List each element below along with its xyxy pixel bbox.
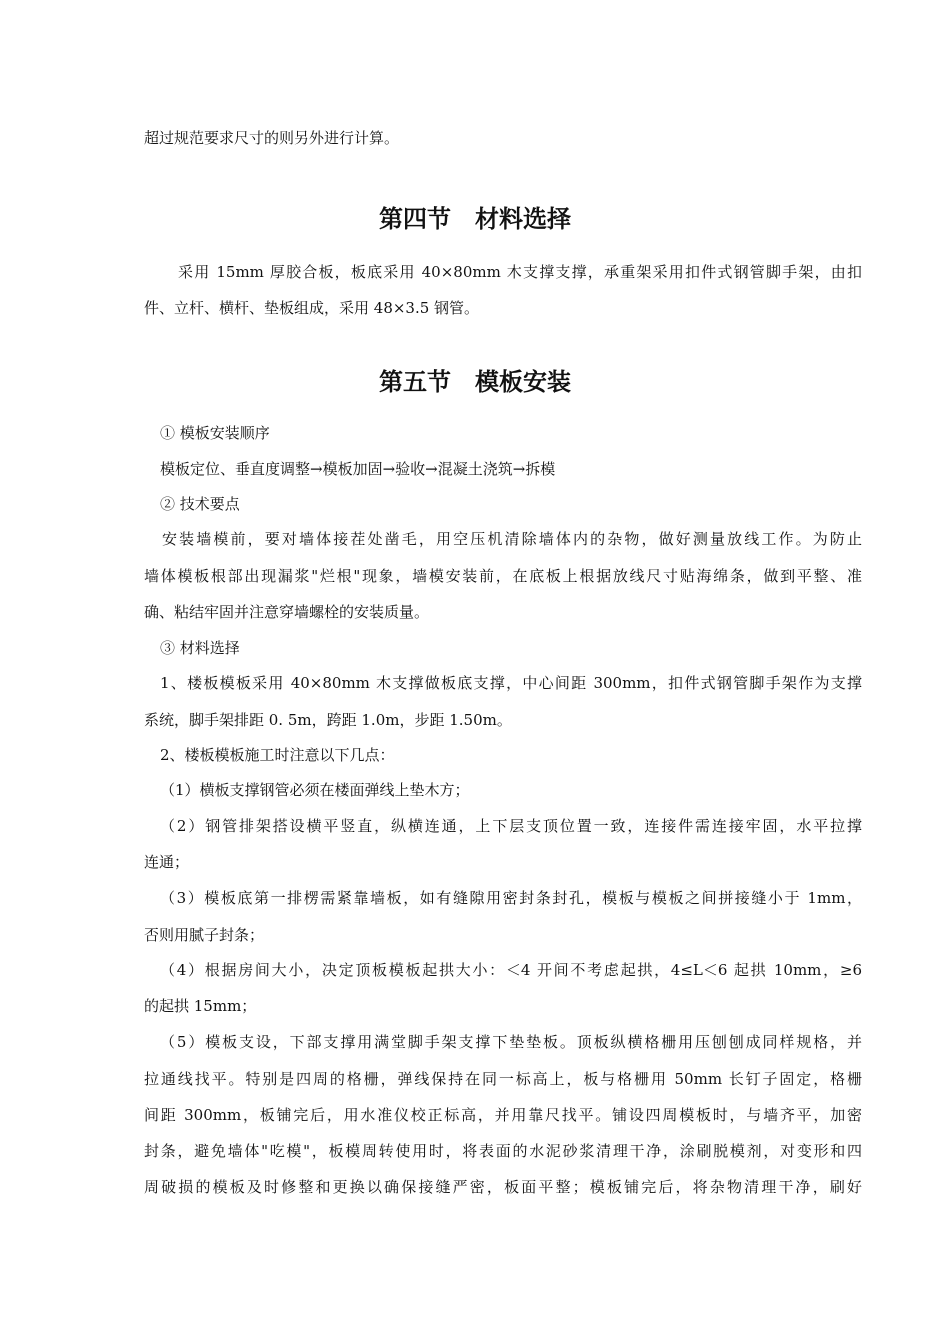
item-3-heading: ③ 材料选择 bbox=[160, 639, 240, 657]
section-4-paragraph-line-2: 件、立杆、横杆、垫板组成，采用 48×3.5 钢管。 bbox=[144, 299, 480, 317]
note-5-line-2: 拉通线找平。特别是四周的格栅，弹线保持在同一标高上，板与格栅用 50mm 长钉子固定，格栅 bbox=[144, 1070, 862, 1088]
note-5-line-3: 间距 300mm，板铺完后，用水准仪校正标高，并用靠尺找平。铺设四周模板时，与墙齐平，加密 bbox=[144, 1106, 862, 1124]
item-1-heading: ① 模板安装顺序 bbox=[160, 424, 270, 442]
item-2-line-1: 安装墙模前，要对墙体接茬处凿毛，用空压机清除墙体内的杂物，做好测量放线工作。为防止 bbox=[162, 530, 862, 548]
section-4-title: 第四节 材料选择 bbox=[379, 205, 571, 233]
section-5-title: 第五节 模板安装 bbox=[379, 368, 571, 396]
note-3-line-1: （3）模板底第一排楞需紧靠墙板，如有缝隙用密封条封孔，模板与模板之间拼接缝小于 1mm， bbox=[160, 889, 862, 907]
section-4-paragraph-line-1: 采用 15mm 厚胶合板，板底采用 40×80mm 木支撑支撑，承重架采用扣件式钢管脚手架，由扣 bbox=[178, 263, 862, 281]
note-5-line-1: （5）模板支设，下部支撑用满堂脚手架支撑下垫垫板。顶板纵横格栅用压刨刨成同样规格，并 bbox=[160, 1033, 862, 1051]
note-3-line-2: 否则用腻子封条； bbox=[144, 926, 265, 944]
item-2-line-3: 确、粘结牢固并注意穿墙螺栓的安装质量。 bbox=[144, 603, 430, 621]
item-2-line-2: 墙体模板根部出现漏浆"烂根"现象，墙模安装前，在底板上根据放线尺寸贴海绵条，做到平整、准 bbox=[144, 567, 862, 585]
note-2-line-2: 连通； bbox=[144, 853, 190, 871]
note-1-line-1: （1）横板支撑钢管必须在楼面弹线上垫木方； bbox=[160, 781, 470, 799]
note-5-line-5: 周破损的模板及时修整和更换以确保接缝严密，板面平整；模板铺完后，将杂物清理干净，刷好 bbox=[144, 1178, 862, 1196]
point-1-line-1: 1、楼板模板采用 40×80mm 木支撑做板底支撑，中心间距 300mm，扣件式钢管脚手架作为支撑 bbox=[160, 674, 862, 692]
point-1-line-2: 系统，脚手架排距 0. 5m，跨距 1.0m，步距 1.50m。 bbox=[144, 711, 512, 729]
intro-text: 超过规范要求尺寸的则另外进行计算。 bbox=[144, 129, 400, 147]
note-4-line-1: （4）根据房间大小，决定顶板模板起拱大小：＜4 开间不考虑起拱，4≤L＜6 起拱 10mm，≥6 bbox=[160, 961, 862, 979]
item-2-heading: ② 技术要点 bbox=[160, 495, 240, 513]
item-1-text: 模板定位、垂直度调整→模板加固→验收→混凝土浇筑→拆模 bbox=[160, 460, 556, 478]
note-5-line-4: 封条，避免墙体"吃模"，板模周转使用时，将表面的水泥砂浆清理干净，涂刷脱模剂，对变形和四 bbox=[144, 1142, 862, 1160]
point-2-line-1: 2、楼板模板施工时注意以下几点： bbox=[160, 746, 395, 764]
note-4-line-2: 的起拱 15mm； bbox=[144, 997, 257, 1015]
note-2-line-1: （2）钢管排架搭设横平竖直，纵横连通，上下层支顶位置一致，连接件需连接牢固，水平拉撑 bbox=[160, 817, 862, 835]
